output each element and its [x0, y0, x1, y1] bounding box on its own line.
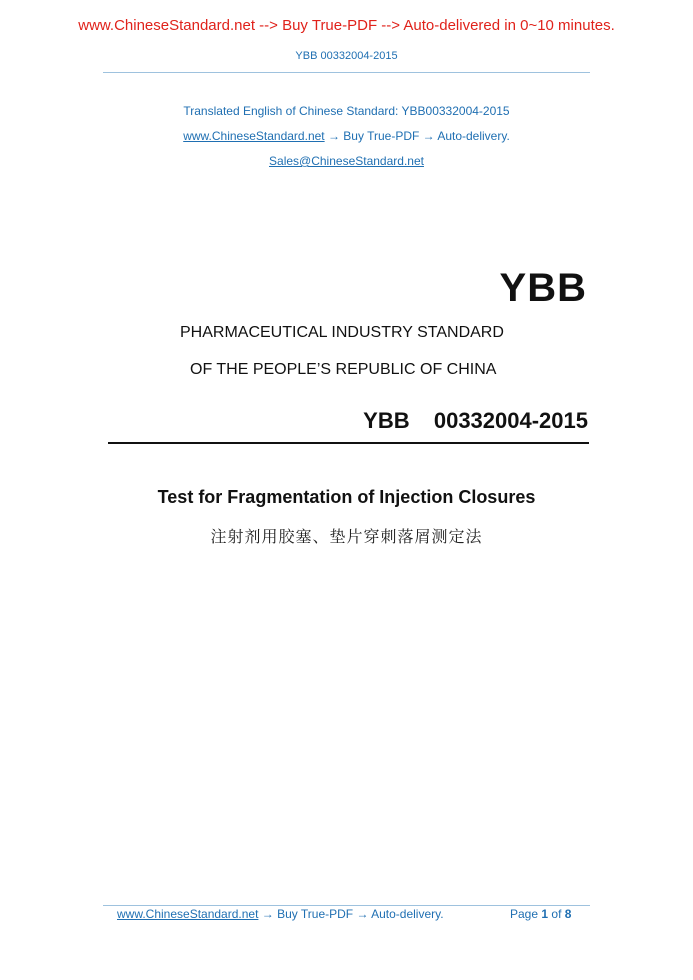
page-label: Page — [510, 907, 539, 921]
buy-note: → Buy True-PDF → Auto-delivery. — [324, 129, 510, 143]
top-banner: www.ChineseStandard.net --> Buy True-PDF --> Auto-delivered in 0~10 minutes. — [78, 17, 615, 34]
sales-email-line — [0, 154, 693, 168]
page-total: 8 — [564, 907, 572, 921]
page-of: of — [551, 907, 562, 921]
standard-number: YBB 00332004-2015 — [363, 408, 588, 433]
header-divider — [103, 72, 590, 73]
translation-links — [0, 129, 693, 143]
page-current: 1 — [541, 907, 549, 921]
page-indicator — [510, 907, 571, 921]
standard-divider — [108, 442, 589, 444]
sales-email-link[interactable]: Sales@ChineseStandard.net — [269, 154, 424, 168]
site-link[interactable]: www.ChineseStandard.net — [183, 129, 325, 143]
footer-links — [117, 907, 444, 921]
document-title-en: Test for Fragmentation of Injection Closures — [157, 487, 536, 507]
translation-note: Translated English of Chinese Standard: YBB00332004-2015 — [183, 104, 510, 118]
org-line-1: PHARMACEUTICAL INDUSTRY STANDARD — [180, 324, 504, 341]
footer-divider — [103, 905, 590, 906]
document-title-cn: 注射剂用胶塞、垫片穿刺落屑测定法 — [210, 527, 483, 546]
org-line-2: OF THE PEOPLE’S REPUBLIC OF CHINA — [190, 361, 497, 378]
footer-site-link[interactable]: www.ChineseStandard.net — [117, 907, 259, 921]
header-standard-code: YBB 00332004-2015 — [295, 50, 398, 62]
ybb-logo: YBB — [499, 266, 587, 310]
footer-buy-note: → Buy True-PDF → Auto-delivery. — [258, 907, 444, 921]
